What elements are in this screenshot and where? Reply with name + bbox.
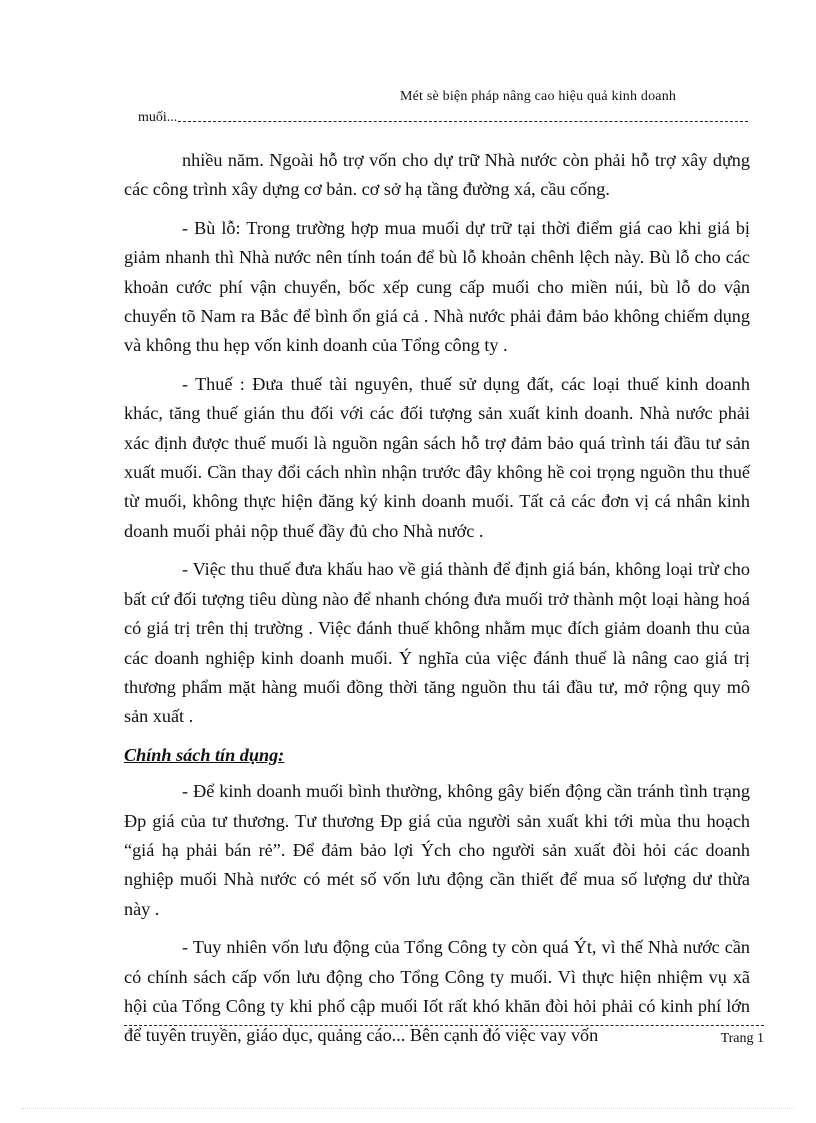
page-number: Trang 1 — [720, 1031, 764, 1046]
page-header — [138, 86, 748, 130]
paragraph-thu-thue: - Việc thu thuế đưa khấu hao về giá thành để định giá bán, không loại trừ cho bất cứ đối tượng tiêu dùng nào để nhanh chóng đưa muối trở thành một loại hàng hoá có giá trị trên thị trường . Việc đánh thuế không nhằm mục đích giảm doanh thu của các doanh nghiệp kinh doanh muối. Ý nghĩa của việc đánh thuế là nâng cao giá trị thương phẩm mặt hàng muối đồng thời tăng nguồn thu tái đầu tư, mở rộng quy mô sản xuất . — [124, 559, 750, 727]
paragraph-continuation: nhiều năm. Ngoài hỗ trợ vốn cho dự trữ Nhà nước còn phải hỗ trợ xây dựng các công trình xây dựng cơ bản. cơ sở hạ tầng đường xá, cầu cống. — [124, 150, 750, 200]
section-heading: Chính sách tín dụng: — [124, 744, 285, 765]
paragraph-von-luu-dong: - Tuy nhiên vốn lưu động của Tổng Công ty còn quá Ýt, vì thế Nhà nước cần có chính sách cấp vốn lưu động cho Tổng Công ty muối. Vì thực hiện nhiệm vụ xã hội của Tổng Công ty khi phổ cập muối Iốt rất khó khăn đòi hỏi phải có kinh phí lớn để tuyên truyền, giáo dục, quảng cáo... Bên cạnh đó việc vay vốn — [124, 937, 750, 1046]
page-bottom-edge — [22, 1108, 794, 1109]
header-title: Mét sè biện pháp nâng cao hiệu quả kinh doanh — [400, 89, 677, 104]
paragraph-bu-lo: - Bù lỗ: Trong trường hợp mua muối dự trữ tại thời điểm giá cao khi giá bị giảm nhanh thì Nhà nước nên tính toán để bù lỗ khoản chênh lệch này. Bù lỗ cho các khoản cước phí vận chuyển, bốc xếp cung cấp muối cho miền núi, bù lỗ do vận chuyển tõ Nam ra Bắc để bình ổn giá cả . Nhà nước phải đảm bảo không chiếm dụng và không thu hẹp vốn kinh doanh của Tổng công ty . — [124, 217, 750, 356]
header-title-continued: muối... — [138, 110, 178, 125]
header-divider — [178, 121, 748, 122]
document-body — [124, 146, 750, 1060]
paragraph-kinh-doanh-muoi: - Để kinh doanh muối bình thường, không gây biến động cần tránh tình trạng Ðp giá của tư thương. Tư thương Ðp giá của người sản xuất khi tới mùa thu hoạch “giá hạ phải bán rẻ”. Để đảm bảo lợi Ých cho người sản xuất đòi hỏi các doanh nghiệp muối Nhà nước có mét số vốn lưu động cần thiết để mua số lượng dư thừa này . — [124, 781, 750, 919]
footer-divider — [124, 1025, 764, 1026]
paragraph-thue: - Thuế : Đưa thuế tài nguyên, thuế sử dụng đất, các loại thuế kinh doanh khác, tăng thuế gián thu đối với các đối tượng sản xuất kinh doanh. Nhà nước phải xác định được thuế muối là nguồn ngân sách hỗ trợ đảm bảo quá trình tái đầu tư sản xuất muối. Cần thay đổi cách nhìn nhận trước đây không hề coi trọng nguồn thu thuế từ muối, không thực hiện đăng ký kinh doanh muối. Tất cả các đơn vị cá nhân kinh doanh muối phải nộp thuế đầy đủ cho Nhà nước . — [124, 373, 750, 541]
